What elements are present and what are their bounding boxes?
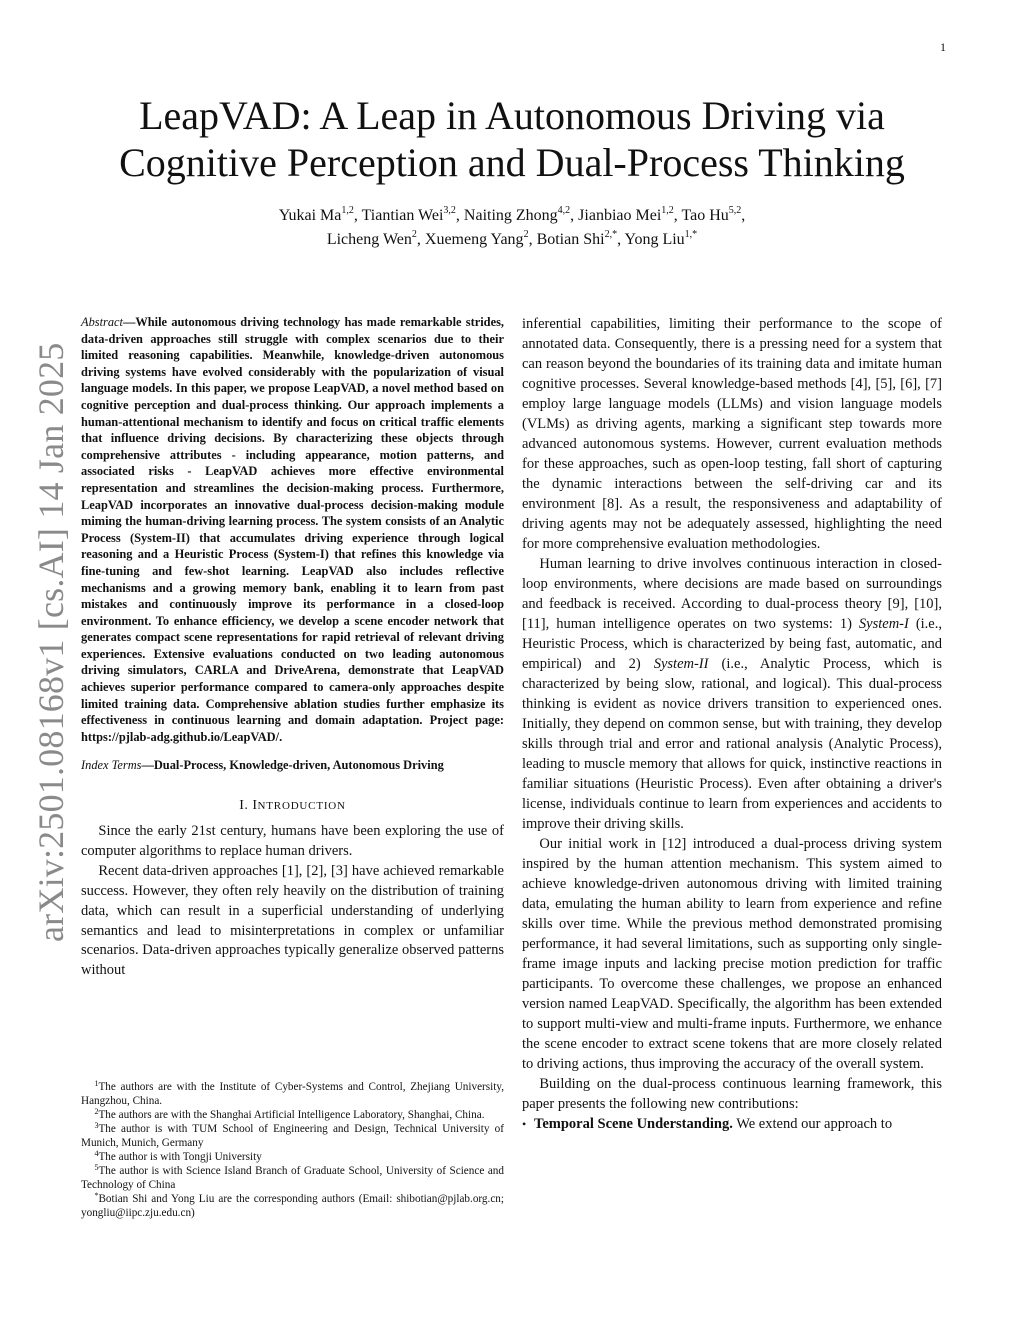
section-number: I. xyxy=(239,798,249,814)
author-separator: , xyxy=(570,207,579,224)
paper-title-line-2: Cognitive Perception and Dual-Process Thinking xyxy=(119,140,905,185)
footnote-text: The author is with Tongji University xyxy=(98,1151,262,1163)
dual-process-text-a: Human learning to drive involves continuous interaction in closed-loop environments, where decisions are made based on surroundings and feedback is received. According to dual-process theory [9], [10], [11], human intelligence operates on two systems: 1) xyxy=(522,556,942,632)
dual-process-text-c: (i.e., Analytic Process, which is characterized by being slow, rational, and logical). This dual-process thinking is evident as novice drivers transition to experienced ones. Initially, they depend on common sense, but with training, they develop skills through trial and error and rational analysis (Analytic Process), leading to muscle memory that allows for quick, instinctive reactions in familiar situations (Heuristic Process). Even after obtaining a driver's license, individuals continue to learn from experiences and accidents to improve their driving skills. xyxy=(522,656,942,832)
author-separator: , xyxy=(673,207,682,224)
author-separator: , xyxy=(528,231,537,248)
footnote xyxy=(81,1150,504,1164)
footnote-text: Botian Shi and Yong Liu are the corresponding authors (Email: shibotian@pjlab.org.cn; yongliu@iipc.zju.edu.cn) xyxy=(81,1193,504,1219)
author-name: Xuemeng Yang xyxy=(424,231,524,248)
body-paragraph-continued: inferential capabilities, limiting their performance to the scope of annotated data. Consequently, there is a pressing need for a system that can reason beyond the boundaries of its training data and imitate human cognitive processes. Several knowledge-based methods [4], [5], [6], [7] employ large language models (LLMs) and vision language models (VLMs) as driving agents, marking a significant step towards more advanced autonomous systems. However, current evaluation methods for these approaches, such as open-loop testing, fall short of capturing the dynamic interactions between the self-driving car and its environment [8]. As a result, the responsiveness and adaptability of driving agents may not be adequately assessed, highlighting the need for more comprehensive evaluation methodologies. xyxy=(522,316,942,552)
author-separator: , xyxy=(455,207,464,224)
author-separator: , xyxy=(741,207,746,224)
index-terms: Index Terms—Dual-Process, Knowledge-driven, Autonomous Driving xyxy=(81,758,444,773)
author-line-2 xyxy=(80,228,944,252)
author-affiliation: 2 xyxy=(411,229,417,240)
footnote-mark: 4 xyxy=(94,1149,99,1158)
author-name: Tiantian Wei xyxy=(361,207,444,224)
author-name: Botian Shi xyxy=(536,231,605,248)
author-name: Yukai Ma xyxy=(278,207,342,224)
system-2-term: System-II xyxy=(653,656,709,672)
abstract-label: Abstract xyxy=(81,315,123,329)
author-affiliation: 1,2 xyxy=(661,205,674,216)
paper-title-line-1: LeapVAD: A Leap in Autonomous Driving via xyxy=(139,93,885,138)
footnote xyxy=(81,1080,504,1108)
paper-title xyxy=(80,92,944,186)
list-item xyxy=(522,1114,942,1134)
page-number: 1 xyxy=(940,40,946,54)
index-terms-label: Index Terms xyxy=(81,758,142,773)
right-column xyxy=(522,314,942,1134)
system-1-term: System-I xyxy=(858,616,909,632)
author-affiliation: 2,* xyxy=(604,229,618,240)
body-paragraph-dual-process xyxy=(522,554,942,834)
left-column xyxy=(81,314,504,981)
footnote-text: The authors are with the Institute of Cyber-Systems and Control, Zhejiang University, Hangzhou, China. xyxy=(81,1081,504,1107)
index-terms-text: Dual-Process, Knowledge-driven, Autonomous Driving xyxy=(153,758,444,773)
author-affiliation: 2 xyxy=(523,229,529,240)
body-paragraph-initial-work: Our initial work in [12] introduced a dual-process driving system inspired by the human attention mechanism. This system aimed to achieve knowledge-driven autonomous driving with limited training data, emulating the human ability to learn from experience and refine skills over time. While the previous method demonstrated promising performance, it had several limitations, such as supporting only single-frame image inputs and lacking precise motion prediction for traffic participants. To overcome these challenges, we propose an enhanced version named LeapVAD. Specifically, the algorithm has been extended to support multi-view and multi-frame inputs. Furthermore, we enhance the scene encoder to extract scene tokens that are more closely related to driving actions, thus improving the accuracy of the overall system. xyxy=(522,836,942,1072)
intro-paragraph-1: Since the early 21st century, humans have been exploring the use of computer algorithms to replace human drivers. xyxy=(81,823,504,859)
author-affiliation: 4,2 xyxy=(557,205,571,216)
footnote-mark: 3 xyxy=(94,1121,99,1130)
author-name: Tao Hu xyxy=(681,207,729,224)
author-name: Jianbiao Mei xyxy=(578,207,662,224)
footnote-mark: 2 xyxy=(94,1107,99,1116)
section-title-rest: NTRODUCTION xyxy=(257,800,346,813)
author-affiliation: 1,2 xyxy=(341,205,354,216)
footnote xyxy=(81,1164,504,1192)
section-heading-introduction xyxy=(81,798,504,814)
author-separator: , xyxy=(617,231,625,248)
author-name: Licheng Wen xyxy=(326,231,412,248)
author-separator: , xyxy=(416,231,425,248)
author-line-1 xyxy=(80,204,944,228)
author-name: Naiting Zhong xyxy=(463,207,558,224)
footnotes xyxy=(81,1080,504,1220)
author-affiliation: 3,2 xyxy=(443,205,456,216)
contribution-title: Temporal Scene Understanding. xyxy=(534,1116,733,1132)
abstract-text: While autonomous driving technology has made remarkable strides, data-driven approaches still struggle with complex scenarios due to their limited reasoning capabilities. Meanwhile, knowledge-driven autonomous driving systems have evolved considerably with the popularization of visual language models. In this paper, we propose LeapVAD, a novel method based on cognitive perception and dual-process thinking. Our approach implements a human-attentional mechanism to identify and focus on critical traffic elements that influence driving decisions. By characterizing these objects through comprehensive attributes - including appearance, motion patterns, and associated risks - LeapVAD achieves more effective environmental representation and streamlines the decision-making process. Furthermore, LeapVAD incorporates an innovative dual-process decision-making module miming the human-driving learning process. The system consists of an Analytic Process (System-II) that accumulates driving experience through logical reasoning and a Heuristic Process (System-I) that refines this knowledge via fine-tuning and few-shot learning. LeapVAD also includes reflective mechanisms and a growing memory bank, enabling it to learn from past mistakes and continuously improve its performance in a closed-loop environment. To enhance efficiency, we develop a scene encoder network that generates compact scene representations for rapid retrieval of relevant driving experiences. Extensive evaluations conducted on two leading autonomous driving simulators, CARLA and DriveArena, demonstrate that LeapVAD achieves superior performance compared to camera-only approaches despite limited training data. Comprehensive ablation studies further emphasize its effectiveness in continuous learning and domain adaptation. Project page: https://pjlab-adg.github.io/LeapVAD/. xyxy=(81,315,504,744)
footnote-text: The author is with Science Island Branch of Graduate School, University of Science and Technology of China xyxy=(81,1165,504,1191)
footnote-text: The authors are with the Shanghai Artificial Intelligence Laboratory, Shanghai, China. xyxy=(98,1109,485,1121)
intro-paragraph-2: Recent data-driven approaches [1], [2], [3] have achieved remarkable success. However, they often rely heavily on the distribution of training data, which can result in a superficial understanding of underlying semantics and lead to misinterpretations in complex or unfamiliar scenarios. Data-driven approaches typically generalize observed patterns without xyxy=(81,862,504,979)
arxiv-stamp: arXiv:2501.08168v1 [cs.AI] 14 Jan 2025 xyxy=(31,342,71,942)
footnote xyxy=(81,1122,504,1150)
footnote xyxy=(81,1108,504,1122)
section-title-initial: I xyxy=(252,798,258,814)
footnote xyxy=(81,1192,504,1220)
abstract: Abstract—While autonomous driving technology has made remarkable strides, data-driven approaches still struggle with complex scenarios due to their limited reasoning capabilities. Meanwhile, knowledge-driven autonomous driving systems have evolved considerably with the popularization of visual language models. In this paper, we propose LeapVAD, a novel method based on cognitive perception and dual-process thinking. Our approach implements a human-attentional mechanism to identify and focus on critical traffic elements that influence driving decisions. By characterizing these objects through comprehensive attributes - including appearance, motion patterns, and associated risks - LeapVAD achieves more effective environmental representation and streamlines the decision-making process. Furthermore, LeapVAD incorporates an innovative dual-process decision-making module miming the human-driving learning process. The system consists of an Analytic Process (System-II) that accumulates driving experience through logical reasoning and a Heuristic Process (System-I) that refines this knowledge via fine-tuning and few-shot learning. LeapVAD also includes reflective mechanisms and a growing memory bank, enabling it to learn from past mistakes and continuously improve its performance in a closed-loop environment. To enhance efficiency, we develop a scene encoder network that generates compact scene representations for rapid retrieval of relevant driving experiences. Extensive evaluations conducted on two leading autonomous driving simulators, CARLA and DriveArena, demonstrate that LeapVAD achieves superior performance compared to camera-only approaches despite limited training data. Comprehensive ablation studies further emphasize its effectiveness in continuous learning and domain adaptation. Project page: https://pjlab-adg.github.io/LeapVAD/. xyxy=(81,315,504,744)
footnote-mark: 5 xyxy=(94,1163,99,1172)
footnote-mark: 1 xyxy=(94,1079,99,1088)
author-list xyxy=(80,204,944,252)
author-affiliation: 1,* xyxy=(684,229,698,240)
author-affiliation: 5,2 xyxy=(728,205,742,216)
author-name: Yong Liu xyxy=(624,231,685,248)
footnote-text: The author is with TUM School of Engineering and Design, Technical University of Munich, Munich, Germany xyxy=(81,1123,504,1149)
footnote-mark: * xyxy=(94,1191,99,1200)
author-separator: , xyxy=(353,207,362,224)
dual-process-text-b: (i.e., Heuristic Process, which is characterized by being fast, automatic, and empirical) and 2) xyxy=(522,616,942,672)
contribution-text: We extend our approach to xyxy=(732,1116,893,1132)
body-paragraph-contributions-intro: Building on the dual-process continuous learning framework, this paper presents the following new contributions: xyxy=(522,1076,942,1112)
contributions-list xyxy=(522,1114,942,1134)
bullet-icon: • xyxy=(522,1117,527,1131)
